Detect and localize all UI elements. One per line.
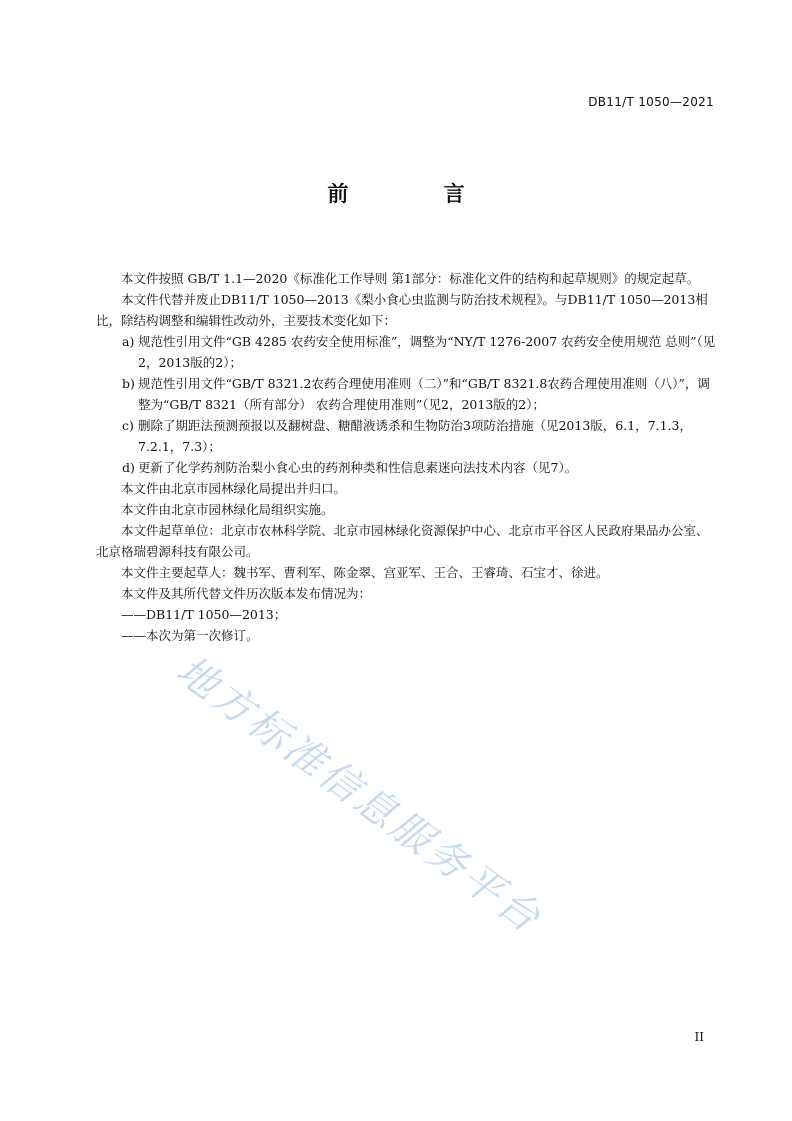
list-item [96, 457, 716, 478]
paragraph-version-history: 本文件及其所代替文件历次版本发布情况为： [121, 586, 372, 601]
page-number: II [694, 1030, 704, 1044]
version-history-item: ——本次为第一次修订。 [121, 628, 259, 643]
list-item-text: 规范性引用文件“GB 4285 农药安全使用标准”，调整为“NY/T 1276-2007 农药安全使用规范 总则”（见2，2013版的2）； [138, 334, 716, 370]
list-item [96, 331, 716, 373]
paragraph-drafting-units: 本文件起草单位：北京市农林科学院、北京市园林绿化资源保护中心、北京市平谷区人民政府果品办公室、北京格瑞碧源科技有限公司。 [96, 523, 709, 559]
list-item-text: 删除了期距法预测预报以及翻树盘、糖醋液诱杀和生物防治3项防治措施（见2013版，6.1，7.1.3，7.2.1，7.3）； [138, 418, 692, 454]
list-item [96, 415, 716, 457]
list-marker: a) [122, 334, 135, 349]
paragraph-drafters: 本文件主要起草人：魏书军、曹利军、陈金翠、宫亚军、王合、王睿琦、石宝才、徐进。 [121, 565, 609, 580]
paragraph-drafting-basis: 本文件按照 GB/T 1.1—2020《标准化工作导则 第1部分：标准化文件的结构和起草规则》的规定起草。 [121, 271, 700, 286]
paragraph-proposer: 本文件由北京市园林绿化局提出并归口。 [121, 481, 347, 496]
list-item-text: 规范性引用文件“GB/T 8321.2农药合理使用准则（二）”和“GB/T 8321.8农药合理使用准则（八）”，调整为“GB/T 8321（所有部分） 农药合理使用准则”（见2，2013版的2）； [138, 376, 710, 412]
list-marker: d) [122, 460, 135, 475]
page-title: 前 言 [327, 182, 509, 206]
paragraph-implementer: 本文件由北京市园林绿化局组织实施。 [121, 502, 334, 517]
list-marker: c) [122, 418, 134, 433]
version-history-item: ——DB11/T 1050—2013； [121, 607, 287, 622]
watermark: 地方标准信息服务平台 [167, 647, 551, 944]
document-code: DB11/T 1050—2021 [588, 95, 714, 109]
list-item-text: 更新了化学药剂防治梨小食心虫的药剂种类和性信息素迷向法技术内容（见7）。 [138, 460, 578, 475]
preface-body [96, 268, 716, 646]
paragraph-replacement: 本文件代替并废止DB11/T 1050—2013《梨小食心虫监测与防治技术规程》。与DB11/T 1050—2013相比，除结构调整和编辑性改动外，主要技术变化如下： [96, 292, 708, 328]
list-item [96, 373, 716, 415]
list-marker: b) [122, 376, 135, 391]
